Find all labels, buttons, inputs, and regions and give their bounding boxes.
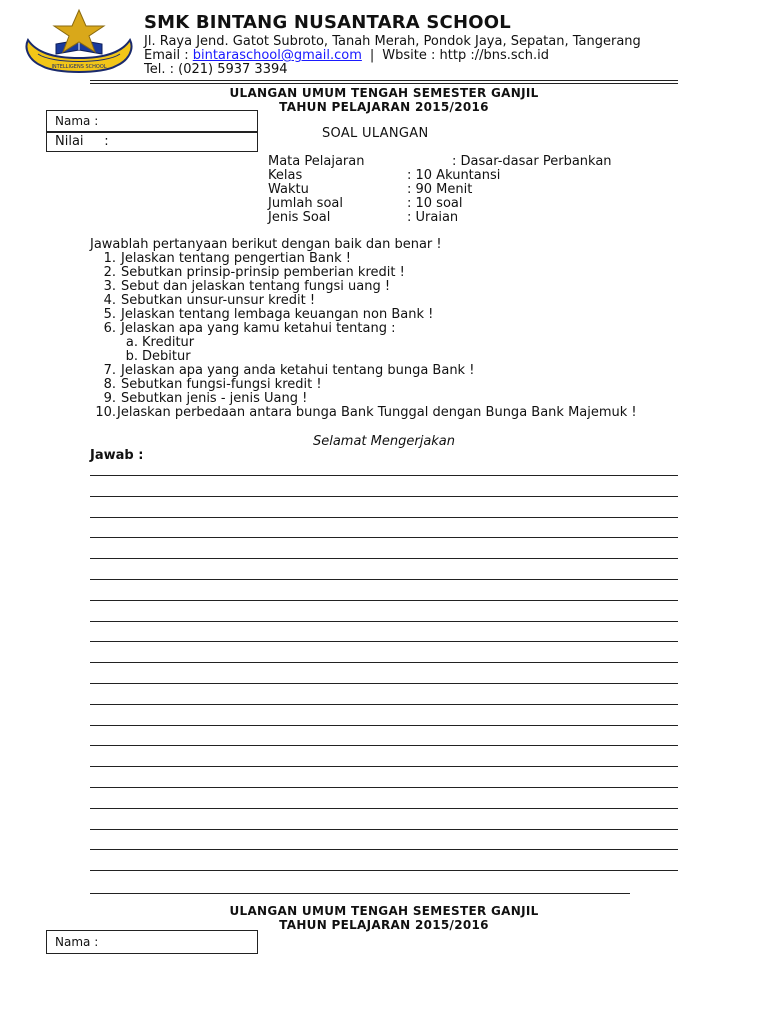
answer-line — [90, 579, 678, 580]
header-divider-top — [90, 80, 678, 81]
email-label: Email : — [144, 48, 193, 63]
question-text: Sebutkan fungsi-fungsi kredit ! — [121, 377, 322, 392]
answer-line — [90, 683, 678, 684]
header-divider-bottom — [90, 83, 678, 84]
instructions: Jawablah pertanyaan berikut dengan baik dan benar ! — [90, 237, 442, 252]
question-item — [90, 378, 637, 392]
question-number: 7. — [103, 363, 116, 378]
answer-line — [90, 870, 678, 871]
answer-line — [90, 600, 678, 601]
question-number: 3. — [103, 279, 116, 294]
meta-row — [268, 155, 364, 169]
website-text: Wbsite : http ://bns.sch.id — [382, 48, 550, 63]
nilai-label: Nilai : — [55, 134, 109, 149]
question-item — [90, 266, 637, 280]
answer-line — [90, 745, 678, 746]
question-item — [90, 294, 637, 308]
answer-line — [90, 766, 678, 767]
question-list — [90, 238, 637, 420]
meta-label: Jenis Soal — [268, 210, 331, 225]
meta-value: : 90 Menit — [407, 182, 473, 197]
meta-label: Mata Pelajaran — [268, 154, 365, 169]
question-text: Jelaskan apa yang kamu ketahui tentang : — [121, 321, 396, 336]
question-number: 4. — [103, 293, 116, 308]
question-item — [90, 308, 637, 322]
meta-label: Jumlah soal — [268, 196, 343, 211]
meta-value: : Uraian — [407, 210, 459, 225]
question-number: 1. — [103, 251, 116, 266]
meta-value: : 10 soal — [407, 196, 463, 211]
answer-line — [90, 808, 678, 809]
answer-line — [90, 475, 678, 476]
question-number: 10. — [95, 405, 116, 420]
question-text: Jelaskan tentang lembaga keuangan non Bank ! — [121, 307, 434, 322]
nama-label: Nama : — [55, 114, 99, 128]
contact-separator: | — [369, 48, 375, 63]
closing-text: Selamat Mengerjakan — [312, 434, 456, 449]
meta-value: : 10 Akuntansi — [407, 168, 501, 183]
answer-line — [90, 725, 678, 726]
question-item — [90, 280, 637, 294]
contact-line — [144, 48, 549, 63]
question-item — [90, 322, 637, 336]
answer-line — [90, 787, 678, 788]
exam-title: ULANGAN UMUM TENGAH SEMESTER GANJIL — [229, 86, 539, 100]
answer-line — [90, 704, 678, 705]
nama-box — [46, 110, 258, 132]
jawab-label: Jawab : — [90, 448, 144, 463]
soal-title: SOAL ULANGAN — [322, 126, 429, 141]
question-text: Debitur — [142, 349, 191, 364]
question-text: Sebutkan prinsip-prinsip pemberian kredit ! — [121, 265, 405, 280]
logo-text: INTELLIGENS SCHOOL — [51, 64, 107, 70]
answer-line — [90, 893, 630, 894]
question-item — [90, 252, 637, 266]
meta-label: Waktu — [268, 182, 309, 197]
question-text: Jelaskan perbedaan antara bunga Bank Tunggal dengan Bunga Bank Majemuk ! — [117, 405, 637, 420]
question-number: 8. — [103, 377, 116, 392]
question-text: Sebut dan jelaskan tentang fungsi uang ! — [121, 279, 391, 294]
exam-year: TAHUN PELAJARAN 2015/2016 — [279, 100, 489, 114]
answer-line — [90, 641, 678, 642]
answer-line — [90, 662, 678, 663]
question-text: Jelaskan apa yang anda ketahui tentang bunga Bank ! — [121, 363, 475, 378]
question-text: Sebutkan jenis - jenis Uang ! — [121, 391, 308, 406]
phone-number: Tel. : (021) 5937 3394 — [144, 62, 288, 77]
answer-line — [90, 621, 678, 622]
school-logo-icon — [22, 8, 136, 78]
question-number: 5. — [103, 307, 116, 322]
question-item — [90, 406, 637, 420]
footer-exam-title: ULANGAN UMUM TENGAH SEMESTER GANJIL — [229, 904, 539, 918]
answer-line — [90, 496, 678, 497]
school-name: SMK BINTANG NUSANTARA SCHOOL — [144, 12, 511, 33]
footer-exam-year: TAHUN PELAJARAN 2015/2016 — [279, 918, 489, 932]
meta-label: Kelas — [268, 168, 303, 183]
footer-nama-box — [46, 930, 258, 954]
question-number: 2. — [103, 265, 116, 280]
question-text: Kreditur — [142, 335, 195, 350]
school-address: Jl. Raya Jend. Gatot Subroto, Tanah Merah, Pondok Jaya, Sepatan, Tangerang — [144, 34, 641, 49]
question-text: Jelaskan tentang pengertian Bank ! — [121, 251, 351, 266]
sub-question — [90, 350, 637, 364]
footer-nama-label: Nama : — [55, 935, 99, 949]
question-number: b. — [125, 349, 138, 364]
nilai-box — [46, 132, 258, 152]
answer-line — [90, 517, 678, 518]
question-number: 9. — [103, 391, 116, 406]
answer-line — [90, 558, 678, 559]
answer-line — [90, 849, 678, 850]
question-item — [90, 364, 637, 378]
question-number: a. — [125, 335, 138, 350]
question-item — [90, 392, 637, 406]
question-number: 6. — [103, 321, 116, 336]
answer-line — [90, 537, 678, 538]
sub-question — [90, 336, 637, 350]
question-text: Sebutkan unsur-unsur kredit ! — [121, 293, 316, 308]
meta-value: : Dasar-dasar Perbankan — [452, 154, 612, 169]
answer-line — [90, 829, 678, 830]
email-link[interactable]: bintaraschool@gmail.com — [192, 48, 362, 63]
